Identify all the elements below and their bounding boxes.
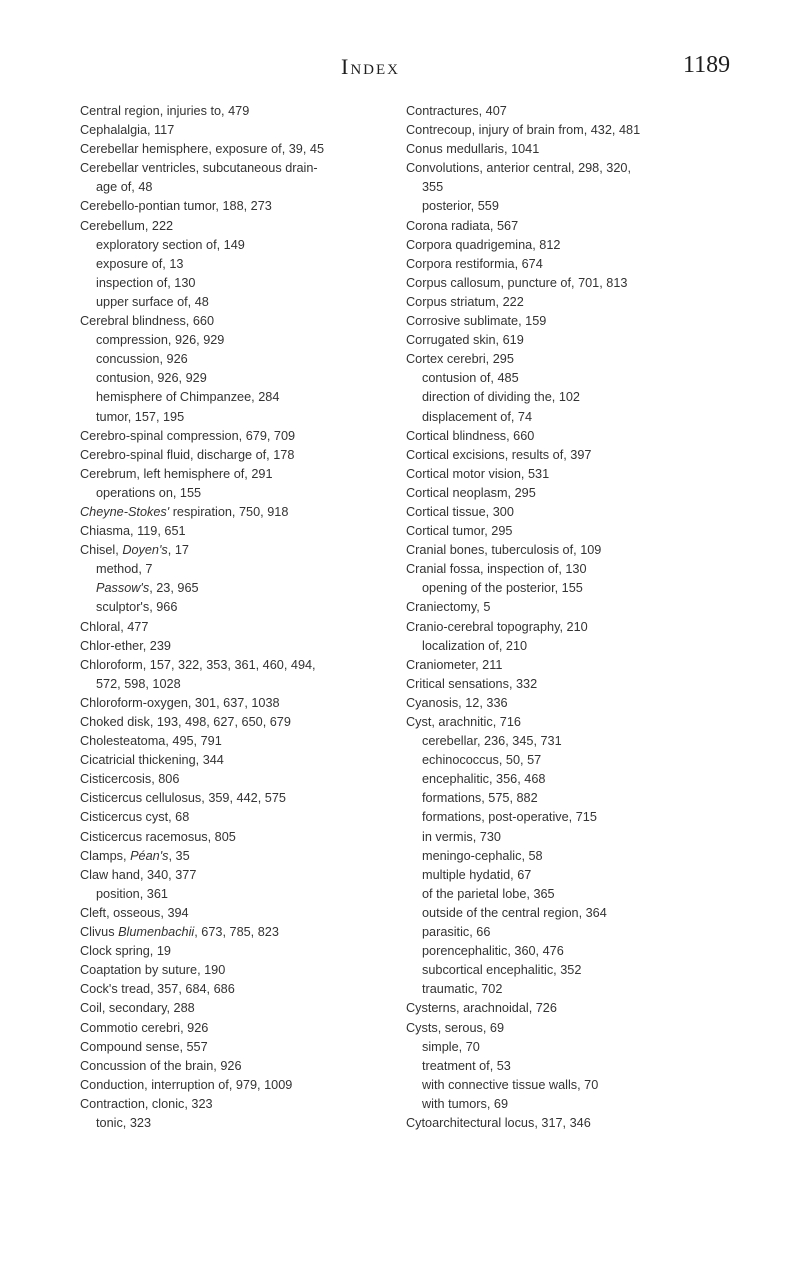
index-entry: Chloroform-oxygen, 301, 637, 1038	[80, 695, 280, 710]
index-entry: Chloroform, 157, 322, 353, 361, 460, 494,	[80, 657, 316, 672]
index-subentry: operations on, 155	[96, 485, 202, 500]
index-entry: Cisticercus racemosus, 805	[80, 829, 236, 844]
index-subentry: inspection of, 130	[96, 275, 196, 290]
index-entry: Chloral, 477	[80, 619, 149, 634]
index-entry: Cicatricial thickening, 344	[80, 753, 224, 768]
index-subentry: formations, post-operative, 715	[422, 810, 597, 825]
index-entry: Corrosive sublimate, 159	[406, 314, 547, 329]
index-subentry: upper surface of, 48	[96, 294, 209, 309]
index-column-left	[80, 102, 380, 1133]
index-entry: Cheyne-Stokes' respiration, 750, 918	[80, 504, 289, 519]
index-entry: Cerebro-spinal compression, 679, 709	[80, 428, 296, 443]
index-entry: Cephalalgia, 117	[80, 123, 175, 138]
index-subentry: 355	[422, 180, 444, 195]
index-entry: Cisticercus cellulosus, 359, 442, 575	[80, 791, 286, 806]
index-subentry: formations, 575, 882	[422, 791, 538, 806]
index-subentry: exposure of, 13	[96, 256, 184, 271]
index-entry: Coil, secondary, 288	[80, 1001, 195, 1016]
index-subentry: treatment of, 53	[422, 1058, 511, 1073]
index-entry: Contraction, clonic, 323	[80, 1096, 213, 1111]
index-entry: Cerebellar ventricles, subcutaneous drain-	[80, 161, 318, 176]
index-subentry: in vermis, 730	[422, 829, 501, 844]
index-entry: Central region, injuries to, 479	[80, 104, 250, 118]
index-entry: Cortical motor vision, 531	[406, 466, 550, 481]
index-entry: Claw hand, 340, 377	[80, 867, 197, 882]
index-entry: Clivus Blumenbachii, 673, 785, 823	[80, 925, 279, 940]
index-entry: Compound sense, 557	[80, 1039, 208, 1054]
index-subentry: with connective tissue walls, 70	[422, 1077, 599, 1092]
index-entry: Cock's tread, 357, 684, 686	[80, 982, 235, 997]
index-entry: Cerebellar hemisphere, exposure of, 39, 45	[80, 142, 325, 157]
index-entry: Cleft, osseous, 394	[80, 905, 189, 920]
index-entry: Corpus callosum, puncture of, 701, 813	[406, 275, 628, 290]
index-entry: Craniectomy, 5	[406, 600, 491, 615]
index-entry: Cortical neoplasm, 295	[406, 485, 536, 500]
index-entry: Conus medullaris, 1041	[406, 142, 540, 157]
index-subentry: 572, 598, 1028	[96, 676, 181, 691]
index-entry: Corpora restiformia, 674	[406, 256, 543, 271]
index-subentry: traumatic, 702	[422, 982, 503, 997]
index-subentry: with tumors, 69	[422, 1096, 509, 1111]
index-entry: Convolutions, anterior central, 298, 320,	[406, 161, 631, 176]
index-entry: Choked disk, 193, 498, 627, 650, 679	[80, 715, 291, 729]
index-subentry: contusion of, 485	[422, 371, 519, 386]
index-subentry: posterior, 559	[422, 199, 499, 214]
index-entry: Clock spring, 19	[80, 944, 171, 959]
index-subentry: tumor, 157, 195	[96, 409, 185, 424]
index-entry: Cerebello-pontian tumor, 188, 273	[80, 199, 272, 214]
index-entry: Cranio-cerebral topography, 210	[406, 619, 588, 634]
index-entry: Cerebellum, 222	[80, 218, 174, 233]
index-entry: Corpora quadrigemina, 812	[406, 237, 561, 252]
index-subentry: multiple hydatid, 67	[422, 867, 532, 882]
index-entry: Cortical tumor, 295	[406, 524, 513, 539]
index-entry: Coaptation by suture, 190	[80, 963, 226, 978]
index-entry: Chisel, Doyen's, 17	[80, 543, 189, 558]
index-subentry: method, 7	[96, 562, 153, 577]
index-subentry: echinococcus, 50, 57	[422, 753, 542, 768]
index-entry: Conduction, interruption of, 979, 1009	[80, 1077, 293, 1092]
index-entry: Cortical excisions, results of, 397	[406, 447, 592, 462]
index-entry: Concussion of the brain, 926	[80, 1058, 242, 1073]
index-entry: Clamps, Péan's, 35	[80, 848, 190, 863]
index-entry: Cranial fossa, inspection of, 130	[406, 562, 587, 577]
index-subentry: simple, 70	[422, 1039, 480, 1054]
index-entry: Chiasma, 119, 651	[80, 524, 186, 539]
index-subentry: subcortical encephalitic, 352	[422, 963, 582, 978]
index-entry: Cortex cerebri, 295	[406, 352, 514, 367]
index-subentry: sculptor's, 966	[96, 600, 178, 615]
index-entry: Chlor-ether, 239	[80, 638, 171, 653]
index-entry: Cranial bones, tuberculosis of, 109	[406, 543, 602, 558]
index-entry: Cholesteatoma, 495, 791	[80, 734, 222, 749]
index-entry: Craniometer, 211	[406, 657, 503, 672]
running-header-title: Index	[341, 54, 400, 79]
index-subentry: cerebellar, 236, 345, 731	[422, 734, 562, 749]
index-entry: Cortical tissue, 300	[406, 504, 514, 519]
index-subentry: direction of dividing the, 102	[422, 390, 580, 405]
index-subentry: of the parietal lobe, 365	[422, 886, 555, 901]
index-entry: Contractures, 407	[406, 104, 507, 118]
index-entry: Cysts, serous, 69	[406, 1020, 505, 1035]
index-subentry: Passow's, 23, 965	[96, 581, 199, 596]
index-subentry: porencephalitic, 360, 476	[422, 944, 564, 959]
index-subentry: compression, 926, 929	[96, 333, 225, 348]
index-subentry: displacement of, 74	[422, 409, 533, 424]
index-entry: Cyst, arachnitic, 716	[406, 715, 521, 729]
index-subentry: hemisphere of Chimpanzee, 284	[96, 390, 280, 405]
index-entry: Cyanosis, 12, 336	[406, 695, 508, 710]
index-subentry: parasitic, 66	[422, 925, 491, 940]
index-entry: Corona radiata, 567	[406, 218, 519, 233]
index-subentry: age of, 48	[96, 180, 153, 195]
index-subentry: encephalitic, 356, 468	[422, 772, 546, 787]
index-subentry: exploratory section of, 149	[96, 237, 245, 252]
index-subentry: opening of the posterior, 155	[422, 581, 583, 596]
index-entry: Contrecoup, injury of brain from, 432, 481	[406, 123, 641, 138]
index-entry: Commotio cerebri, 926	[80, 1020, 209, 1035]
index-subentry: position, 361	[96, 886, 168, 901]
index-entry: Cerebral blindness, 660	[80, 314, 215, 329]
index-entry: Cortical blindness, 660	[406, 428, 535, 443]
index-entry: Corpus striatum, 222	[406, 294, 524, 309]
index-subentry: outside of the central region, 364	[422, 905, 607, 920]
index-column-right	[406, 102, 726, 1133]
index-entry: Cerebro-spinal fluid, discharge of, 178	[80, 447, 295, 462]
index-entry: Cisticercosis, 806	[80, 772, 180, 787]
index-subentry: meningo-cephalic, 58	[422, 848, 543, 863]
index-entry: Cisticercus cyst, 68	[80, 810, 190, 825]
index-entry: Critical sensations, 332	[406, 676, 538, 691]
page-number: 1189	[683, 52, 731, 78]
index-subentry: localization of, 210	[422, 638, 528, 653]
index-entry: Corrugated skin, 619	[406, 333, 524, 348]
index-entry: Cytoarchitectural locus, 317, 346	[406, 1115, 591, 1130]
index-entry: Cerebrum, left hemisphere of, 291	[80, 466, 273, 481]
index-subentry: contusion, 926, 929	[96, 371, 207, 386]
index-subentry: tonic, 323	[96, 1115, 152, 1130]
index-subentry: concussion, 926	[96, 352, 188, 367]
index-entry: Cysterns, arachnoidal, 726	[406, 1001, 557, 1016]
